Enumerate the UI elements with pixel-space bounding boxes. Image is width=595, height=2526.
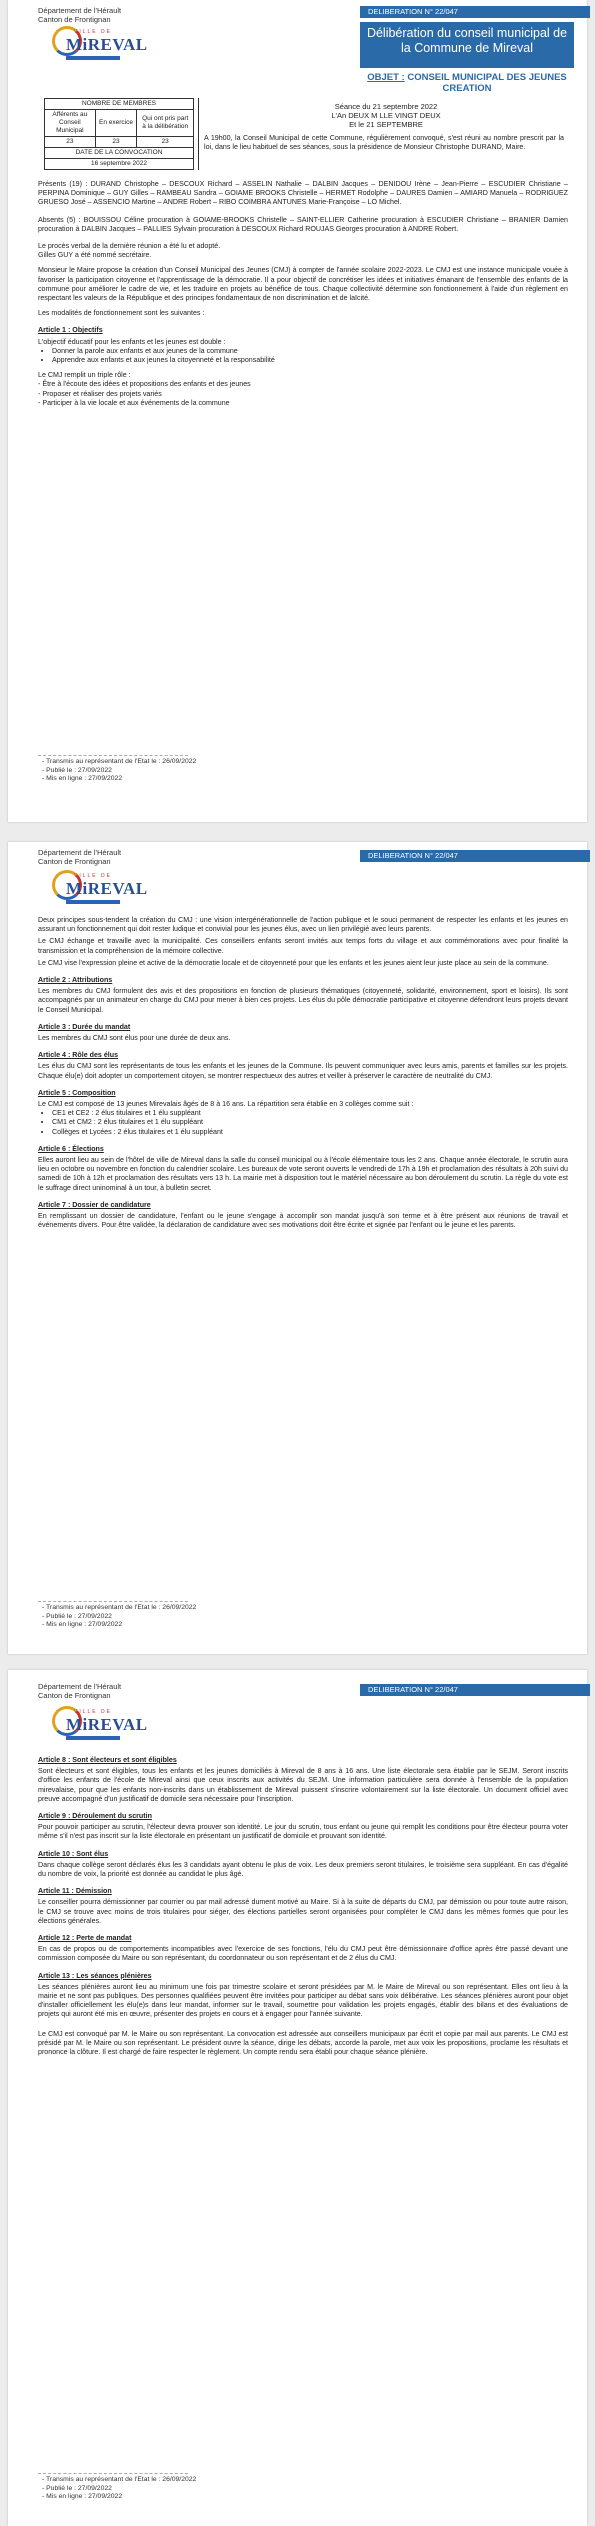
article-7-title: Article 7 : Dossier de candidature (38, 1200, 151, 1209)
mireval-logo (52, 26, 148, 66)
article-2-title: Article 2 : Attributions (38, 976, 113, 985)
members-table (44, 98, 194, 170)
logo-small-text: VILLE DE (74, 873, 112, 879)
table-col-header: Afférents au Conseil Municipal (45, 110, 96, 137)
department-line: Département de l'Hérault (38, 848, 122, 857)
transmis-line: - Transmis au représentant de l'Etat le : 26/09/2022 (42, 1604, 197, 1611)
page2-body (38, 916, 568, 1233)
logo-word: MiREVAL (66, 879, 148, 898)
department-line: Département de l'Hérault (38, 1682, 122, 1691)
convocation-label: DATE DE LA CONVOCATION (45, 148, 194, 159)
list-item: - Être à l'écoute des idées et propositions des enfants et des jeunes (38, 380, 251, 389)
table-cell: 23 (45, 137, 96, 148)
logo-bar (66, 56, 120, 60)
article-3-text: Les membres du CMJ sont élus pour une durée de deux ans. (38, 1034, 231, 1043)
convocation-date: 16 septembre 2022 (45, 159, 194, 170)
transmis-line: - Transmis au représentant de l'Etat le : 26/09/2022 (42, 758, 197, 765)
transmis-line: - Transmis au représentant de l'Etat le : 26/09/2022 (42, 2476, 197, 2483)
article-11-title: Article 11 : Démission (38, 1887, 112, 1896)
objectives-list (52, 347, 568, 365)
seance-date: Séance du 21 septembre 2022 (334, 102, 438, 111)
article-12-text: En cas de propos ou de comportements incompatibles avec l'exercice de ses fonctions, l'élu du CMJ peut être démissionnaire d'office après être passé devant une commission composée du Maire ou son représentant, du coordonnateur ou son représentant et de 2 élus du CMJ. (38, 1945, 568, 1963)
canton-line: Canton de Frontignan (38, 1691, 111, 1700)
department-header (38, 6, 121, 24)
article-7-text: En remplissant un dossier de candidature, l'enfant ou le jeune s'engage à accomplir son mandat jusqu'à son terme et à être présent aux réunions de travail et événements divers. Pour être validée, la déclaration de candidature avec ses motivations doit être écrite et signée par l'enfant ou le jeune et les parents. (38, 1212, 568, 1230)
page-title: Délibération du conseil municipal de la Commune de Mireval (360, 22, 574, 68)
transmission-note (42, 758, 196, 784)
publie-line: - Publié le : 27/09/2022 (42, 1612, 112, 1620)
article-5-title: Article 5 : Composition (38, 1088, 116, 1097)
seance-body: A 19h00, la Conseil Municipal de cette Commune, régulièrement convoqué, s'est réuni au nombre prescrit par la loi, dans le lieu habituel de ses séances, sous la présidence de Monsieur Christophe DURAND, Maire. (204, 134, 564, 152)
transmission-note (42, 1604, 196, 1630)
department-header (38, 1682, 121, 1700)
article-4-text: Les élus du CMJ sont les représentants de tous les enfants et les jeunes de la Commune. Ils peuvent communiquer avec leurs amis, parents et familles sur les projets. Chaque élu(e) doit adopter un comportement citoyen, se montrer respectueux des autres et veiller à préserver le caractère de neutralité du CMJ. (38, 1062, 568, 1080)
list-item: • Apprendre aux enfants et aux jeunes la citoyenneté et la responsabilité (52, 356, 568, 365)
logo-small-text: VILLE DE (74, 1709, 112, 1715)
list-item: • Collèges et Lycées : 2 élus titulaires et 1 élu suppléant (52, 1128, 568, 1137)
document-page-3 (8, 1670, 587, 2526)
article-2-text: Les membres du CMJ formulent des avis et des propositions en fonction de plusieurs thématiques (citoyenneté, solidarité, environnement, sport et loisirs). Ils sont accompagnés par un animateur en charge du CMJ pour mener à bien ces projets. Les élus du pôle démocratie participative et citoyenne défendront leurs projets devant le Conseil Municipal. (38, 987, 568, 1014)
table-cell: 23 (95, 137, 137, 148)
article-10-title: Article 10 : Sont élus (38, 1849, 109, 1858)
list-item: - Participer à la vie locale et aux événements de la commune (38, 398, 230, 407)
article-3-title: Article 3 : Durée du mandat (38, 1022, 131, 1031)
article-5-text: Le CMJ est composé de 13 jeunes Mirevalais âgés de 8 à 16 ans. La répartition sera établie en 3 collèges comme suit : (38, 1100, 414, 1109)
seance-header (276, 102, 496, 129)
en-ligne-line: - Mis en ligne : 27/09/2022 (42, 1621, 123, 1628)
document-page-1 (8, 0, 587, 822)
en-ligne-line: - Mis en ligne : 27/09/2022 (42, 2493, 123, 2500)
list-item: • CM1 et CM2 : 2 élus titulaires et 1 élu suppléant (52, 1118, 568, 1127)
list-item: • Donner la parole aux enfants et aux jeunes de la commune (52, 347, 568, 356)
seance-year: L'An DEUX M LLE VINGT DEUX (331, 111, 441, 120)
canton-line: Canton de Frontignan (38, 15, 111, 24)
mireval-logo (52, 870, 148, 910)
article-8-title: Article 8 : Sont électeurs et sont éligibles (38, 1756, 177, 1764)
department-header (38, 848, 121, 866)
presents: Présents (19) : DURAND Christophe – DESCOUX Richard – ASSELIN Nathalie – DALBIN Jacques – DENIDOU Irène – Jean-Pierre – ESCUDIER Christiane – PERPINA Dominique – GUY Gilles – RAMBEAU Sandra – GOIAME BROOKS Christelle – HERMET Rodolphe – DAURES Damien – AMIARD Manuela – RODRIGUEZ GRUESO José – ASSENCIO Martine – ANDRE Robert – RIBO COIMBRA ANTUNES Marie-Françoise – LO Michel. (38, 180, 568, 207)
logo-bar (66, 1736, 120, 1740)
article-12-title: Article 12 : Perte de mandat (38, 1934, 132, 1943)
proces-verbal: Le procès verbal de la dernière réunion a été lu et adopté. (38, 242, 221, 251)
objet-label: OBJET : (367, 72, 405, 83)
table-head: NOMBRE DE MEMBRES (45, 99, 194, 110)
paragraph: Le CMJ échange et travaille avec la municipalité. Ces conseillers enfants seront invités aux temps forts du village et aux commémorations avec pour finalité la transmission et la compréhension de la mémoire collective. (38, 937, 568, 955)
deliberation-number: DELIBERATION N° 22/047 (360, 850, 590, 862)
article-9-text: Pour pouvoir participer au scrutin, l'électeur devra prouver son identité. Le jour du scrutin, tous enfant ou jeune qui remplit les conditions pour être électeur pourra voter même s'il n'est pas inscrit sur la liste électorale en présentant un justificatif de domicile et prouvant son identité. (38, 1823, 568, 1841)
department-line: Département de l'Hérault (38, 6, 122, 15)
table-cell: 23 (137, 137, 194, 148)
page1-body (38, 180, 568, 408)
article-13-text: Les séances plénières auront lieu au minimum une fois par trimestre scolaire et seront présidées par M. le Maire de Mireval ou son représentant. Elles ont lieu à la mairie et ne sont pas publiques. Des personnes qualifiées peuvent être invitées pour participer au débat sans voix délibérative. Les séances plénières auront pour objet d'installer officiellement les élu(e)s dans leur mandat, informer sur le travail, soumettre pour validation les projets engagés, établir des bilans et des évaluations de projets qui auront été mis en œuvre, présenter des projets en cours et à engager pour l'année suivante. (38, 1982, 568, 2019)
absents: Absents (5) : BOUISSOU Céline procuration à GOIAME-BROOKS Christelle – SAINT-ELLIER Catherine procuration à ESCUDIER Christiane – BRANIER Damien procuration à DALBIN Jacques – PALLIES Sylvain procuration à DESCOUX Richard ROUJAS Georges procuration à ANDRE Robert. (38, 215, 568, 233)
logo-bar (66, 900, 120, 904)
list-item: - Proposer et réaliser des projets variés (38, 389, 162, 398)
list-item: • CE1 et CE2 : 2 élus titulaires et 1 élu suppléant (52, 1109, 568, 1118)
table-col-header: Qui ont pris part à la délibération (137, 110, 194, 137)
article-1-intro: L'objectif éducatif pour les enfants et les jeunes est double : (38, 337, 226, 346)
paragraph: Le CMJ vise l'expression pleine et active de la démocratie locale et de citoyenneté pour que les enfants et les jeunes aient leur juste place au sein de la commune. (38, 958, 549, 967)
publie-line: - Publié le : 27/09/2022 (42, 2484, 112, 2492)
final-paragraph: Le CMJ est convoqué par M. le Maire ou son représentant. La convocation est adressée aux conseillers municipaux par écrit et copie par mail aux parents. Le CMJ est présidé par M. le Maire ou son représentant. Le président ouvre la séance, dirige les débats, accorde la parole, met aux voix les propositions, proclame les résultats et prononce la clôture. Il est chargé de faire respecter le règlement. Un compte rendu sera établi pour chaque séance plénière. (38, 2029, 568, 2057)
article-1-role: Le CMJ remplit un triple rôle : (38, 371, 131, 380)
divider (198, 98, 199, 170)
article-1-title: Article 1 : Objectifs (38, 326, 103, 335)
page3-body (38, 1752, 568, 2060)
objet (360, 72, 574, 94)
article-9-title: Article 9 : Déroulement du scrutin (38, 1812, 152, 1821)
seance-day: Et le 21 SEPTEMBRE (349, 120, 423, 129)
document-page-2 (8, 842, 587, 1654)
secretaire: Gilles GUY a été nommé secrétaire. (38, 251, 152, 260)
logo-word: MiREVAL (66, 35, 148, 54)
article-11-text: Le conseiller pourra démissionner par courrier ou par mail adressé dument motivé au Maire. Si à la suite de départs du CMJ, par démission ou pour toute autre raison, le CMJ se trouve avec moins de trois titulaires pour siéger, des élections partielles seront organisées pour compléter le CMJ dans les mêmes formes que pour les élections générales. (38, 1898, 568, 1925)
mireval-logo (52, 1706, 148, 1746)
article-6-title: Article 6 : Élections (38, 1144, 104, 1153)
table-col-header: En exercice (95, 110, 137, 137)
paragraph: Deux principes sous-tendent la création du CMJ : une vision intergénérationnelle de l'action publique et le souci permanent de respecter les enfants et les jeunes en assurant un fonctionnement qui doit rester ludique et convivial pour les jeunes élus, avec un lien privilégié avec leurs parents. (38, 916, 568, 934)
article-10-text: Dans chaque collège seront déclarés élus les 3 candidats ayant obtenu le plus de voix. Les deux premiers seront titulaires, le troisième sera suppléant. En cas d'égalité du nombre de voix, la priorité est donnée au candidat le plus âgé. (38, 1860, 568, 1879)
article-4-title: Article 4 : Rôle des élus (38, 1051, 119, 1060)
article-8-text: Sont électeurs et sont éligibles, tous les enfants et les jeunes domiciliés à Mireval de 8 ans à 16 ans. Une liste électorale sera établie par le SEJM. Seront inscrits d'office les enfants de l'école de Mireval ainsi que ceux inscrits aux activités du SEJM. Une information particulière sera donnée à l'ensemble de la population mirevalaise, pour que les enfants non-inscrits dans un établissement de Mireval puissent s'inscrire volontairement sur la liste électorale. Un document officiel avec preuve accompagné d'un justificatif de domicile sera nécessaire pour l'inscription. (38, 1767, 568, 1803)
intro-paragraph: Monsieur le Maire propose la création d'un Conseil Municipal des Jeunes (CMJ) à compter de l'année scolaire 2022-2023. Le CMJ est une instance municipale vouée à favoriser la participation citoyenne et l'apprentissage de la démocratie. Il a pour objectif de concrétiser les idées et initiatives émanant de l'ensemble des enfants de la commune pour améliorer le cadre de vie, et les traduire en projets au bénéfice de tous. Chaque collectivité détermine son fonctionnement à l'aide d'un règlement en respectant les valeurs de la République et des principes fondamentaux de non discrimination et de laïcité. (38, 266, 568, 303)
deliberation-number: DELIBERATION N° 22/047 (360, 6, 590, 18)
deliberation-number: DELIBERATION N° 22/047 (360, 1684, 590, 1696)
composition-list (52, 1109, 568, 1137)
modalites: Les modalités de fonctionnement sont les suivantes : (38, 309, 205, 318)
article-13-title: Article 13 : Les séances plénières (38, 1971, 152, 1980)
transmission-note (42, 2476, 196, 2502)
publie-line: - Publié le : 27/09/2022 (42, 766, 112, 774)
logo-small-text: VILLE DE (74, 29, 112, 35)
objet-text: CONSEIL MUNICIPAL DES JEUNES CREATION (407, 72, 567, 94)
en-ligne-line: - Mis en ligne : 27/09/2022 (42, 775, 123, 782)
article-6-text: Elles auront lieu au sein de l'hôtel de ville de Mireval dans la salle du conseil municipal ou à l'école élémentaire tous les 2 ans. Chaque année électorale, le scrutin aura lieu en octobre ou novembre en fonction du calendrier scolaire. Les bureaux de vote seront ouverts le vendredi de 17h à 19h et proclamation des résultats à 20h suivi du samedi de 10h à 12h et proclamation des résultats vers 13 h. La mairie met à disposition tout le matériel nécessaire au bon déroulement du scrutin. La règle du vote est le suffrage direct uninominal à un tour, à bulletin secret. (38, 1156, 568, 1192)
logo-word: MiREVAL (66, 1715, 148, 1734)
canton-line: Canton de Frontignan (38, 857, 111, 866)
